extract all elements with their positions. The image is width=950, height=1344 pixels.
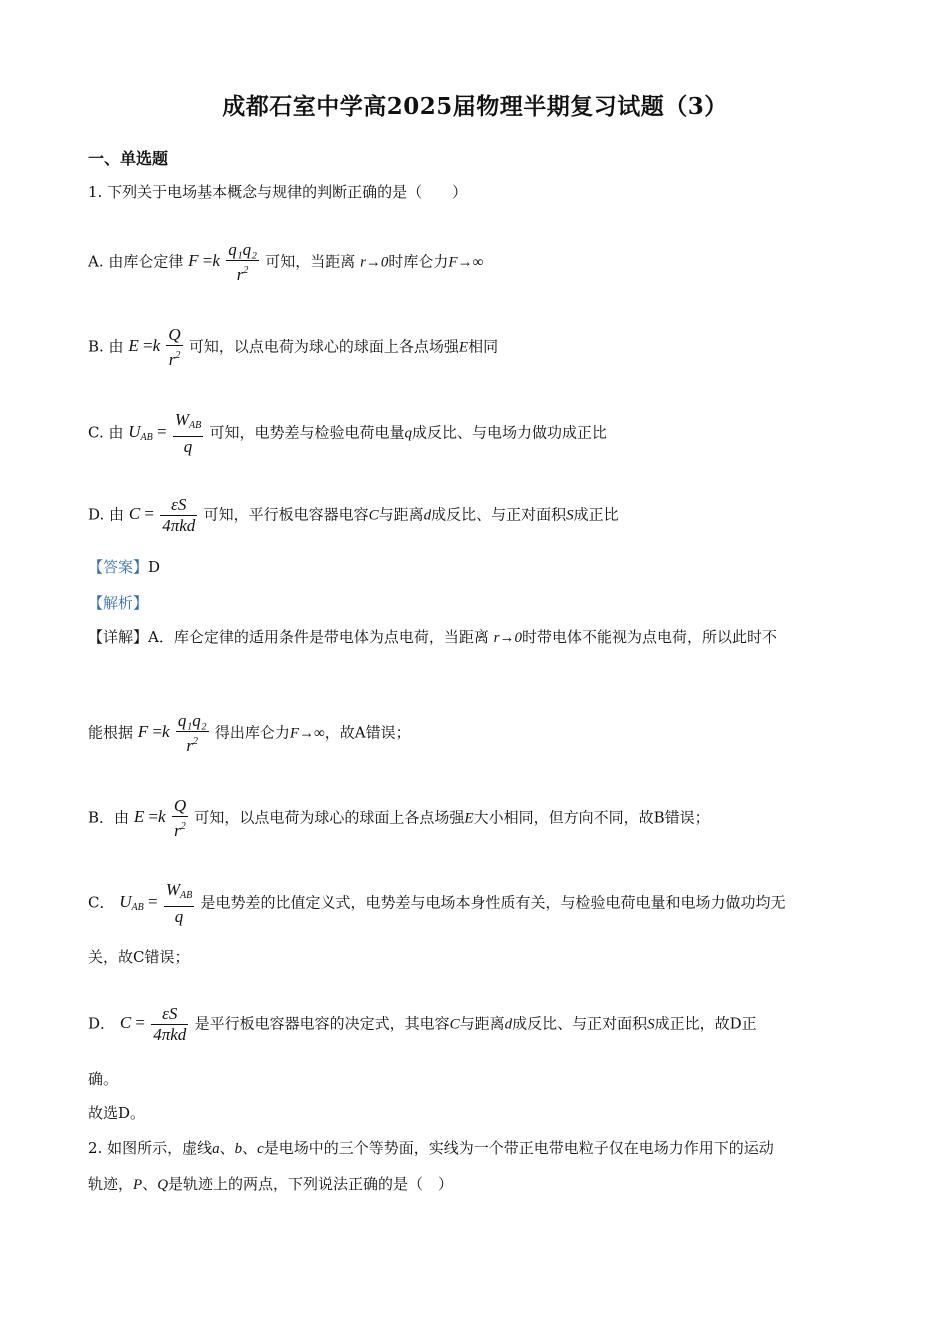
detail-c-line1: C． $U_{AB}$ = $\frac{W_{AB}}{q}$ 是电势差的比值定义式，电势差与电场本身性质有关，与检验电荷电量和电场力做功均无 (88, 880, 786, 926)
answer-value: D (148, 558, 161, 576)
detail-d-line1: D． C = $\frac{\varepsilon S}{\text{4πkd}}$ 是平行板电容器电容的决定式，其电容C与距离d成反比、与正对面积S成正比，故D正 (88, 1004, 757, 1044)
option-b: B. 由 E =k $\frac{Q}{r^2}$ 可知，以点电荷为球心的球面上各点场强E相同 (88, 325, 499, 369)
answer-tag: 【答案】 (88, 558, 149, 576)
capacitance-formula: C = $\frac{\varepsilon S}{\text{4πkd}}$ (128, 495, 196, 535)
detail-d-line2: 确。 (88, 1070, 119, 1088)
potential-formula: $U_{AB}$ = $\frac{W_{AB}}{q}$ (128, 410, 202, 456)
question-2-line2: 轨迹，P、Q是轨迹上的两点，下列说法正确的是（ ） (88, 1175, 454, 1193)
detail-a-line1: 【详解】A．库仑定律的适用条件是带电体为点电荷，当距离 r→0时带电体不能视为点电荷，所以此时不 (88, 628, 777, 646)
section-heading: 一、单选题 (88, 149, 169, 168)
option-d: D. 由 C = $\frac{\varepsilon S}{\text{4πkd}}$ 可知，平行板电容器电容C与距离d成反比、与正对面积S成正比 (88, 495, 619, 535)
option-a: A. 由库仑定律 F =k $\frac{\text{q₁q₂}}{r^2}$ 可知，当距离 r→0时库仑力F→∞ (88, 240, 484, 284)
detail-c-line2: 关，故C错误； (88, 948, 190, 966)
option-a-label: A. 由库仑定律 (88, 252, 184, 271)
detail-b: B．由 E =k $\frac{Q}{r^2}$ 可知，以点电荷为球心的球面上各点场强E大小相同，但方向不同，故B错误； (88, 796, 710, 840)
analysis-tag: 【解析】 (88, 594, 149, 612)
answer-line (88, 556, 160, 578)
detail-a-line2: 能根据 F =k $\frac{\text{q₁q₂}}{r^2}$ 得出库仑力F→∞，故A错误； (88, 711, 411, 755)
question-1-stem: 1. 下列关于电场基本概念与规律的判断正确的是（ ） (88, 183, 468, 201)
coulomb-formula: F =k $\frac{\text{q₁q₂}}{r^2}$ (188, 240, 258, 284)
option-c: C. 由 $U_{AB}$ = $\frac{W_{AB}}{q}$ 可知，电势差与检验电荷电量q成反比、与电场力做功成正比 (88, 410, 608, 456)
final-answer: 故选D。 (88, 1104, 146, 1122)
field-formula: E =k $\frac{Q}{r^2}$ (128, 325, 181, 369)
page-title: 成都石室中学高2025届物理半期复习试题（3） (222, 93, 728, 120)
question-2-line1: 2. 如图所示，虚线a、b、c是电场中的三个等势面，实线为一个带正电带电粒子仅在电场力作用下的运动 (88, 1139, 774, 1157)
